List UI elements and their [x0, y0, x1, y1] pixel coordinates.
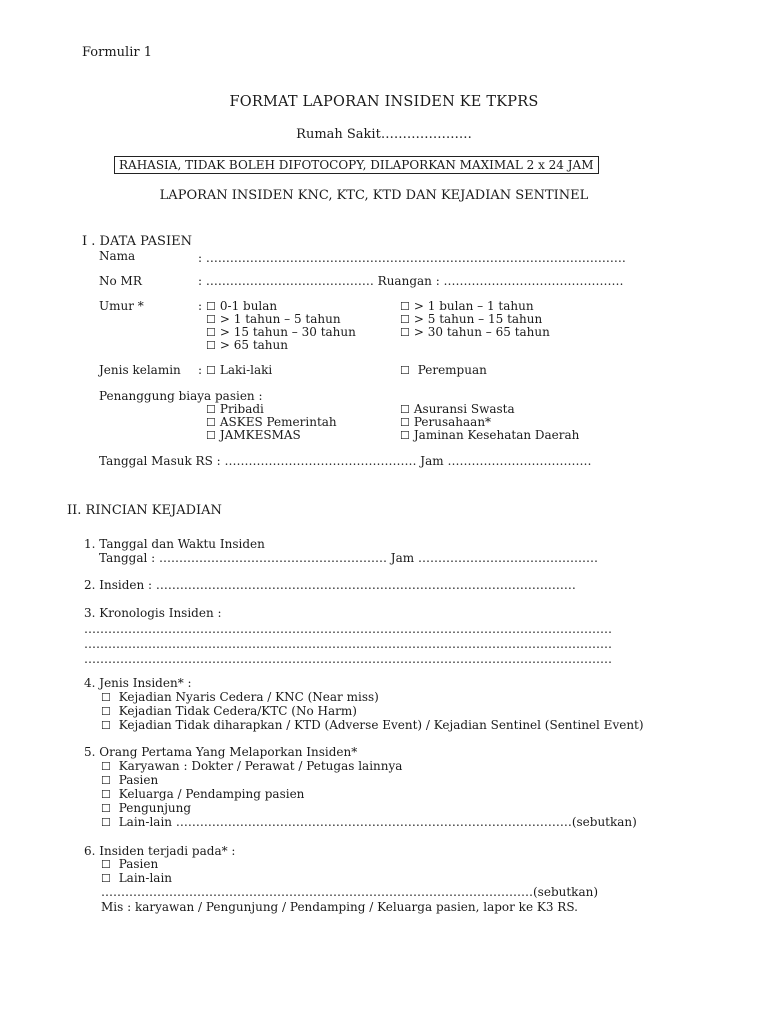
q5-option[interactable]: ☐ Karyawan : Dokter / Perawat / Petugas lainnya — [101, 759, 403, 773]
jenis-kelamin-label: Jenis kelamin — [99, 363, 181, 377]
q4-option[interactable]: ☐ Kejadian Tidak Cedera/KTC (No Harm) — [101, 704, 357, 718]
q5-option[interactable]: ☐ Pasien — [101, 773, 159, 787]
q3-line: …………………………………………………………………………………………………………………… — [84, 652, 612, 666]
hospital-name-field: Rumah Sakit………………… — [296, 127, 472, 142]
checkbox-icon[interactable]: ☐ — [400, 429, 410, 442]
age-option[interactable]: ☐ > 15 tahun – 30 tahun — [206, 325, 356, 339]
checkbox-icon[interactable]: ☐ — [206, 403, 216, 416]
umur-colon: : — [198, 299, 203, 313]
q5-option[interactable]: ☐ Lain-lain ………………………………………………………………………………………(sebutkan) — [101, 815, 637, 829]
checkbox-icon[interactable]: ☐ — [400, 403, 410, 416]
penanggung-biaya-label: Penanggung biaya pasien : — [99, 389, 263, 403]
checkbox-icon[interactable]: ☐ — [206, 429, 216, 442]
checkbox-icon[interactable]: ☐ — [101, 774, 111, 787]
q5-option[interactable]: ☐ Keluarga / Pendamping pasien — [101, 787, 305, 801]
payer-option[interactable]: ☐ JAMKESMAS — [206, 428, 301, 442]
checkbox-icon[interactable]: ☐ — [101, 816, 111, 829]
age-option[interactable]: ☐ 0-1 bulan — [206, 299, 278, 313]
checkbox-icon[interactable]: ☐ — [101, 719, 111, 732]
q5-title: 5. Orang Pertama Yang Melaporkan Insiden* — [84, 745, 358, 759]
nomr-ruangan-field: : …………………………………… Ruangan : ……………………………………… — [198, 274, 624, 288]
q1-title: 1. Tanggal dan Waktu Insiden — [84, 537, 265, 551]
q2-insiden-field: 2. Insiden : …………………………………………………………………………………………… — [84, 578, 576, 592]
q4-title: 4. Jenis Insiden* : — [84, 676, 192, 690]
checkbox-icon[interactable]: ☐ — [101, 691, 111, 704]
jenis-kelamin-colon: : — [198, 363, 203, 377]
checkbox-icon[interactable]: ☐ — [400, 364, 410, 377]
section-heading-rincian-kejadian: II. RINCIAN KEJADIAN — [67, 503, 222, 518]
checkbox-icon[interactable]: ☐ — [400, 300, 410, 313]
checkbox-icon[interactable]: ☐ — [101, 858, 111, 871]
payer-option[interactable]: ☐ ASKES Pemerintah — [206, 415, 337, 429]
confidential-warning: RAHASIA, TIDAK BOLEH DIFOTOCOPY, DILAPORKAN MAXIMAL 2 x 24 JAM — [114, 156, 599, 174]
checkbox-icon[interactable]: ☐ — [400, 313, 410, 326]
checkbox-icon[interactable]: ☐ — [206, 300, 216, 313]
checkbox-icon[interactable]: ☐ — [400, 416, 410, 429]
checkbox-icon[interactable]: ☐ — [101, 872, 111, 885]
q1-date-time-field: Tanggal : ………………………………………………… Jam ……………………………………… — [99, 551, 598, 565]
checkbox-icon[interactable]: ☐ — [206, 416, 216, 429]
payer-option[interactable]: ☐ Perusahaan* — [400, 415, 492, 429]
nama-field: : …………………………………………………………………………………………… — [198, 251, 626, 265]
form-title: FORMAT LAPORAN INSIDEN KE TKPRS — [229, 94, 539, 110]
section-heading-data-pasien: I . DATA PASIEN — [82, 234, 192, 249]
q4-option[interactable]: ☐ Kejadian Nyaris Cedera / KNC (Near miss) — [101, 690, 379, 704]
checkbox-icon[interactable]: ☐ — [400, 326, 410, 339]
checkbox-icon[interactable]: ☐ — [206, 313, 216, 326]
payer-option[interactable]: ☐ Pribadi — [206, 402, 264, 416]
q6-option[interactable]: ☐ Lain-lain — [101, 871, 173, 885]
q3-line: …………………………………………………………………………………………………………………… — [84, 622, 612, 636]
gender-option-male[interactable]: ☐ Laki-laki — [206, 363, 273, 377]
form-subtitle: LAPORAN INSIDEN KNC, KTC, KTD DAN KEJADIAN SENTINEL — [159, 188, 589, 203]
q3-line: …………………………………………………………………………………………………………………… — [84, 637, 612, 651]
age-option[interactable]: ☐ > 1 tahun – 5 tahun — [206, 312, 341, 326]
q4-option[interactable]: ☐ Kejadian Tidak diharapkan / KTD (Adverse Event) / Kejadian Sentinel (Sentinel Event) — [101, 718, 644, 732]
q6-title: 6. Insiden terjadi pada* : — [84, 844, 236, 858]
payer-option[interactable]: ☐ Asuransi Swasta — [400, 402, 515, 416]
payer-option[interactable]: ☐ Jaminan Kesehatan Daerah — [400, 428, 580, 442]
q6-note: Mis : karyawan / Pengunjung / Pendamping / Keluarga pasien, lapor ke K3 RS. — [101, 900, 578, 914]
q6-other-field: ………………………………………………………………………………………………(sebutkan) — [101, 885, 599, 899]
tanggal-masuk-field: Tanggal Masuk RS : ………………………………………… Jam ……………………………… — [99, 454, 592, 468]
checkbox-icon[interactable]: ☐ — [101, 705, 111, 718]
checkbox-icon[interactable]: ☐ — [101, 760, 111, 773]
checkbox-icon[interactable]: ☐ — [101, 802, 111, 815]
nama-label: Nama — [99, 249, 136, 263]
q3-title: 3. Kronologis Insiden : — [84, 606, 222, 620]
form-number: Formulir 1 — [82, 45, 152, 60]
age-option[interactable]: ☐ > 65 tahun — [206, 338, 288, 352]
checkbox-icon[interactable]: ☐ — [206, 339, 216, 352]
umur-label: Umur * — [99, 299, 144, 313]
checkbox-icon[interactable]: ☐ — [206, 364, 216, 377]
checkbox-icon[interactable]: ☐ — [101, 788, 111, 801]
age-option[interactable]: ☐ > 5 tahun – 15 tahun — [400, 312, 543, 326]
age-option[interactable]: ☐ > 30 tahun – 65 tahun — [400, 325, 550, 339]
age-option[interactable]: ☐ > 1 bulan – 1 tahun — [400, 299, 534, 313]
q6-option[interactable]: ☐ Pasien — [101, 857, 159, 871]
q5-option[interactable]: ☐ Pengunjung — [101, 801, 192, 815]
nomr-label: No MR — [99, 274, 142, 288]
checkbox-icon[interactable]: ☐ — [206, 326, 216, 339]
gender-option-female[interactable]: ☐ Perempuan — [400, 363, 487, 377]
